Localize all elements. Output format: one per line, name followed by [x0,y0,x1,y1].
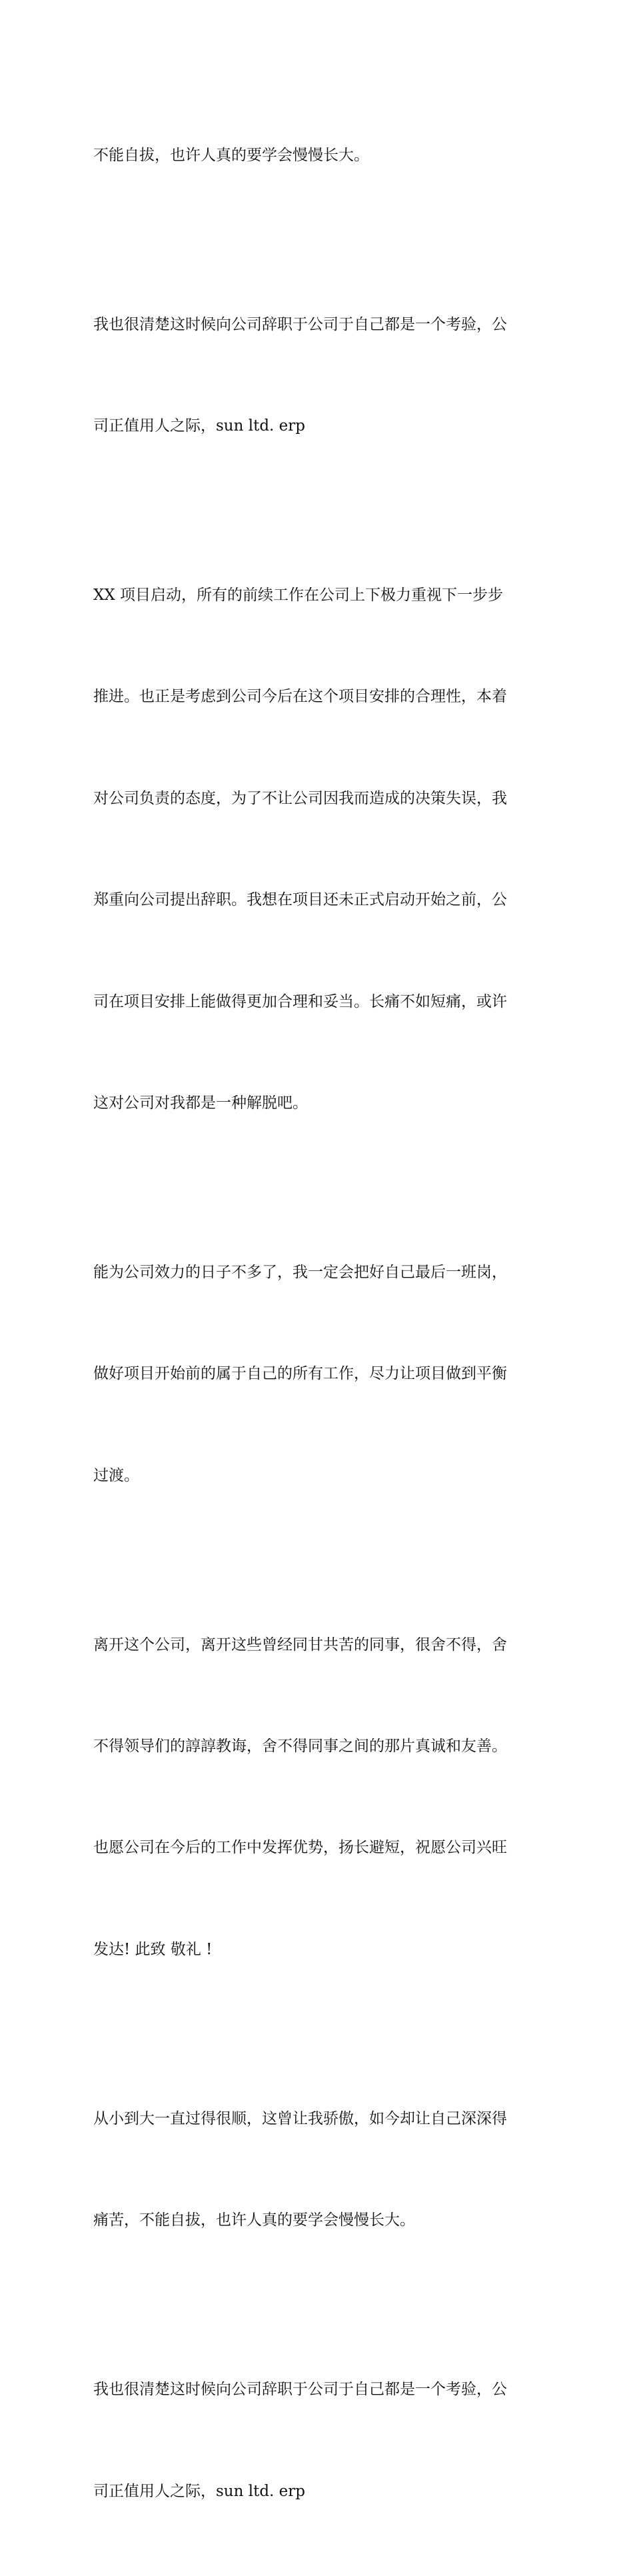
paragraph-line: 司正值用人之际，sun ltd. erp [93,2482,306,2500]
paragraph-line: XX 项目启动，所有的前续工作在公司上下极力重视下一步步 [93,586,504,604]
paragraph-2 [93,240,546,511]
paragraph-4 [93,1188,546,1560]
paragraph-6 [93,2034,546,2305]
paragraph-1 [93,71,546,240]
paragraph-line: 这对公司对我都是一种解脱吧。 [93,1094,308,1112]
paragraph-line: 对公司负责的态度，为了不让公司因我而造成的决策失误，我 [93,789,507,807]
paragraph-5 [93,1560,546,2034]
paragraph-line: 不得领导们的諄諄教诲，舍不得同事之间的那片真诚和友善。 [93,1738,507,1756]
paragraph-line: 我也很清楚这时候向公司辞职于公司于自己都是一个考验，公 [93,315,507,333]
paragraph-line: 离开这个公司，离开这些曾经同甘共苦的同事，很舍不得，舍 [93,1636,507,1654]
paragraph-3 [93,511,546,1188]
paragraph-line: 能为公司效力的日子不多了，我一定会把好自己最后一班岗， [93,1263,507,1281]
paragraph-line: 郑重向公司提出辞职。我想在项目还未正式启动开始之前，公 [93,891,507,909]
paragraph-line: 不能自拔，也许人真的要学会慢慢长大。 [93,146,369,164]
paragraph-line: 过渡。 [93,1466,139,1484]
paragraph-line: 司正值用人之际，sun ltd. erp [93,417,306,435]
paragraph-line: 司在项目安排上能做得更加合理和妥当。长痛不如短痛，或许 [93,992,507,1010]
paragraph-7 [93,2305,546,2576]
paragraph-line: 发达! 此致 敬礼 ! [93,1940,213,1958]
document-body [93,71,546,2576]
paragraph-line: 也愿公司在今后的工作中发挥优势，扬长避短，祝愿公司兴旺 [93,1839,507,1857]
paragraph-line: 从小到大一直过得很顺，这曾让我骄傲，如今却让自己深深得 [93,2109,507,2127]
paragraph-line: 痛苦，不能自拔，也许人真的要学会慢慢长大。 [93,2211,415,2229]
paragraph-line: 我也很清楚这时候向公司辞职于公司于自己都是一个考验，公 [93,2381,507,2399]
paragraph-line: 做好项目开始前的属于自己的所有工作，尽力让项目做到平衡 [93,1365,507,1383]
paragraph-line: 推进。也正是考虑到公司今后在这个项目安排的合理性，本着 [93,688,507,706]
